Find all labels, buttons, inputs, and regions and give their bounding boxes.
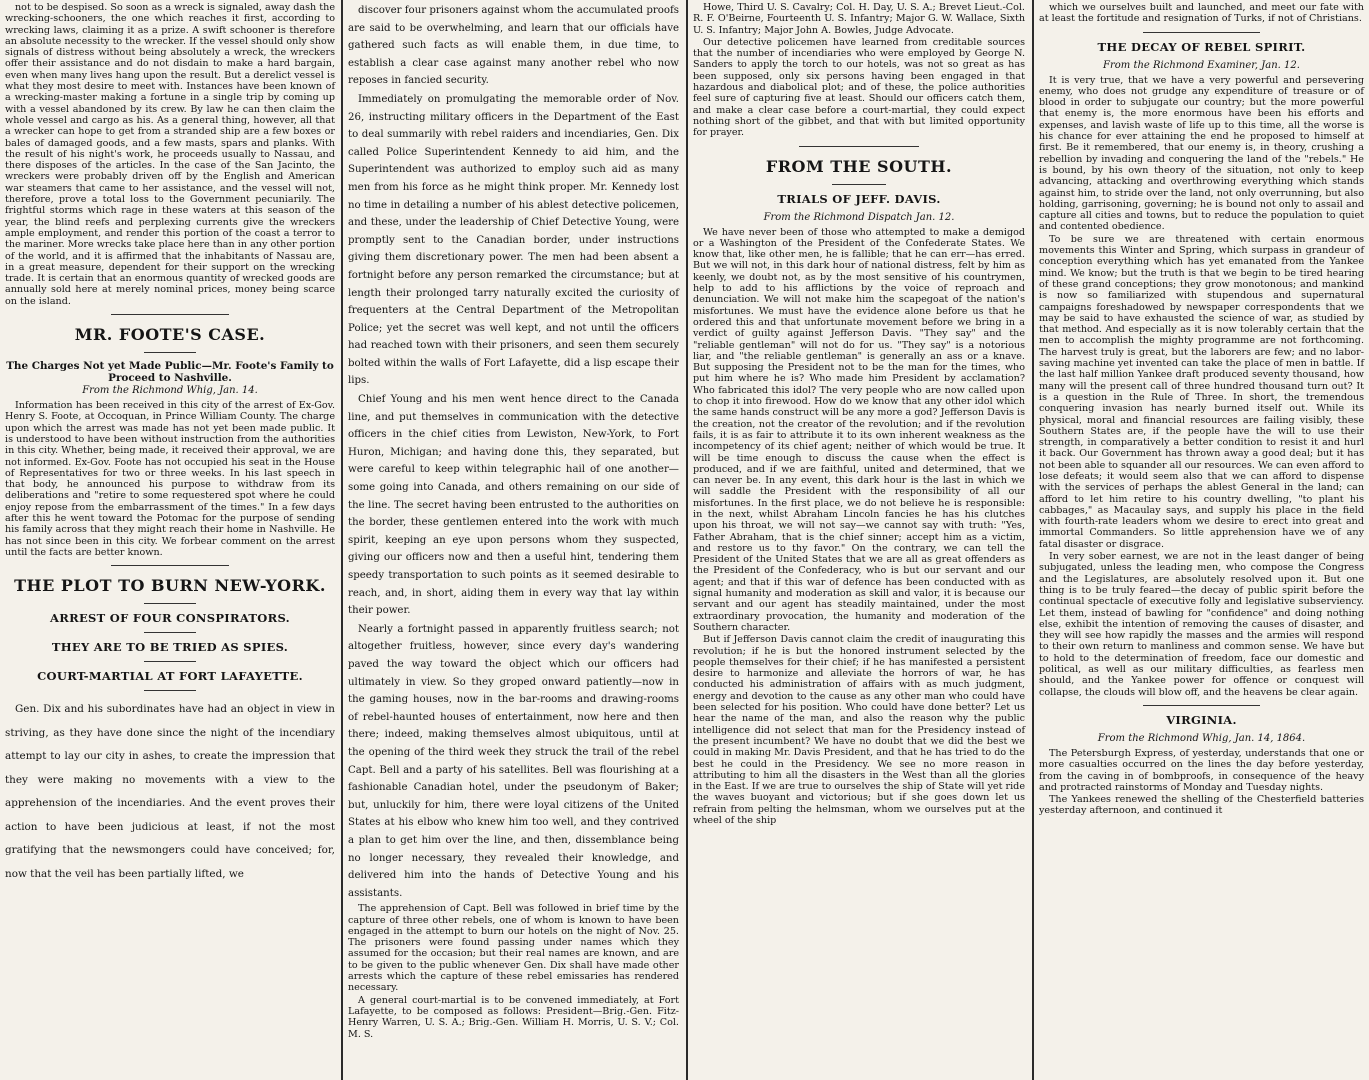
article-paragraph: which we ourselves built and launched, and meet our fate with at least the fortitude and resignation of Turks, if not of Christians. xyxy=(1039,2,1364,25)
divider xyxy=(144,690,197,691)
article-paragraph: Chief Young and his men went hence direct to the Canada line, and put themselves in communication with the detective officers in the chief cities from Lewiston, New-York, to Fort Huron, Michigan; and having done this, they separated, but were careful to keep within telegraphic hail of one another—some going into Canada, and others remaining on our side of the line. The secret having been entrusted to the authorities on the border, these gentlemen entered into the work with much spirit, keeping an eye upon persons whom they suspected, giving our officers now and then a useful hint, tendering them speedy transportation to such points as it seemed desirable to reach, and, in short, aiding them in every way that lay within their power. xyxy=(348,394,679,617)
court-martial-subheadline: COURT-MARTIAL AT FORT LAFAYETTE. xyxy=(37,669,303,684)
divider xyxy=(111,565,230,566)
article-paragraph: But if Jefferson Davis cannot claim the credit of inaugurating this revolution; if he is but the honored instrument selected by the people themselves for their chief; if he has manifested a persistent desire to harmonize and alleviate the horrors of war, he has conducted his administration of affairs with as much judgment, energy and devotion to the cause as any other man who could have been selected for his position. Who could have done better? Let us hear the name of the man, and also the reason why the public intelligence did not select that man for the Presidency instead of the present incumbent? We have no doubt that we did the best we could in making Mr. Davis President, and that he has tried to do the best he could in the Presidency. We see no more reason in attributing to him all the disasters in the West than all the glories in the East. If we are true to ourselves the ship of State will yet ride the waves buoyant and victorious; but if she goes down let us refrain from pelting the helmsman, whom we ourselves put at the wheel of the ship xyxy=(693,634,1025,826)
article-paragraph: discover four prisoners against whom the accumulated proofs are said to be overwhelming, and learn that our officials have gathered such facts as will enable them, in due time, to establish a clear case against many another rebel who now reposes in fancied security. xyxy=(348,5,679,87)
foote-paragraph: Information has been received in this city of the arrest of Ex-Gov. Henry S. Foote, at Occoquan, in Prince William County. The charge upon which the arrest was made has not yet been made public. It is understood to have been without instruction from the authorities in this city. Whether, being made, it received their approval, we are not informed. Ex-Gov. Foote has not occupied his seat in the House of Representatives for two or three weeks. In his last speech in that body, he announced his purpose to withdraw from its deliberations and "retire to some requestered spot where he could enjoy repose from the embarrassment of the times." In a few days after this he went toward the Potomac for the purpose of sending his family across that they might reach their home in Nashville. He has not since been in this city. We forbear comment on the arrest until the facts are better known. xyxy=(5,400,335,558)
divider xyxy=(144,603,197,604)
divider xyxy=(144,661,197,662)
trials-subheadline: TRIALS OF JEFF. DAVIS. xyxy=(777,191,941,206)
article-paragraph: We have never been of those who attempted to make a demigod or a Washington of the President of the Confederate States. We know that, like other men, he is fallible; that he can err—has erred. But we will not, in this dark hour of national distress, felt by him as keenly, we doubt not, as by the most sensitive of his countrymen, help to add to his afflictions by the voice of reproach and denunciation. We will not make him the scapegoat of the nation's misfortunes. We must have the evidence alone before us that he ordered this and that unfortunate movement before we bring in a verdict of guilty against Jefferson Davis. "They say" and the "reliable gentleman" will not do for us. "They say" is a notorious liar, and "the reliable gentleman" is generally an ass or a knave. But supposing the President not to be the man for the times, who put him where he is? Who made him President by acclamation? Who fabricated this idol? The very people who are now called upon to chop it into firewood. How do we know that any other idol which the same hands construct will be any more a god? Jefferson Davis is the creation, not the creator of the revolution; and if the revolution fails, it is as fair to attribute it to its own inherent weakness as the incompetency of its chief agent; neither of which would be true. It will be time enough to discuss the cause when the effect is produced, and if we are faithful, united and determined, that we can never be. In any event, this dark hour is the last in which we will saddle the President with the responsibility of all our misfortunes. In the first place, we do not believe he is responsible: in the next, whilst Abraham Lincoln fancies he has his clutches upon his throat, we will not say—we cannot say with truth: "Yes, Father Abraham, that is the chief sinner; accept him as a victim, and restore us to thy favor." On the contrary, we can tell the President of the United States that we are all as great offenders as the President of the Confederacy, who is but our servant and our agent; and that if this war of defence has been conducted with as signal humanity and moderation as skill and valor, it is because our servant and our agent has steadily maintained, under the most extraordinary provocation, the humanity and moderation of the Southern character. xyxy=(693,226,1025,633)
column-rule xyxy=(341,0,343,1080)
wrecking-paragraph: not to be despised. So soon as a wreck is signaled, away dash the wrecking-schooners, the one which reaches it first, according to wrecking laws, claiming it as a prize. A swift schooner is therefore an absolute necessity to the wrecker. If the vessel should only show signals of distress without being absolutely a wreck, the wreckers offer their assistance and do not disdain to make a hard bargain, even when many lives hang upon the result. But a derelict vessel is what they most desire to meet with. Instances have been known of a wrecking-master making a fortune in a single trip by coming up with a vessel abandoned by its crew. By law he can then claim the whole vessel and cargo as his. As a general thing, however, all that a wrecker can hope to get from a stranded ship are a few boxes or bales of damaged goods, and a few masts, spars and planks. With the result of his night's work, he proceeds usually to Nassau, and there disposes of the articles. In the case of the San Jacinto, the wreckers were probably driven off by the English and American war steamers that came to her assistance, and the vessel will not, therefore, prove a total loss to the Government pecuniarily. The frightful storms which rage in these waters at this season of the year, the blind reefs and perplexing currents give the wreckers ample employment, and render this portion of the coast a terror to the mariner. More wrecks take place here than in any other portion of the world, and it is affirmed that the inhabitants of Nassau are, in a great measure, dependent for their support on the wrecking trade. It is certain that an enormous quantity of wrecked goods are annually sold here at merely nominal prices, money being scarce on the island. xyxy=(5,2,335,307)
article-paragraph: The Petersburgh Express, of yesterday, understands that one or more casualties occurred on the lines the day before yesterday, from the caving in of bombproofs, in consequence of the heavy and protracted rainstorms of Monday and Tuesday nights. xyxy=(1039,747,1364,793)
column-1 xyxy=(2,2,338,1078)
dix-paragraph: Gen. Dix and his subordinates have had an object in view in striving, as they have done since the night of the incendiary attempt to lay our city in ashes, to create the impression that they were making no movements with a view to the apprehension of the incendiaries. And the event proves their action to have been judicious at least, if not the most gratifying that the newsmongers could have conceived; for, now that the veil has been partially lifted, we xyxy=(5,703,335,880)
column-4 xyxy=(1036,2,1367,1078)
plot-headline: THE PLOT TO BURN NEW-YORK. xyxy=(14,576,326,596)
article-paragraph: Our detective policemen have learned from creditable sources that the number of incendiaries who were employed by George N. Sanders to apply the torch to our hotels, was not so great as has been supposed, only six persons having been engaged in that hazardous and diabolical plot; and of these, the police authorities feel sure of capturing five at least. Should our officers catch them, and make a clear case before a court-martial, they could expect nothing short of the gibbet, and that with but limited opportunity for prayer. xyxy=(693,36,1025,139)
article-paragraph: The apprehension of Capt. Bell was followed in brief time by the capture of three other rebels, one of whom is known to have been engaged in the attempt to burn our hotels on the night of Nov. 25. The prisoners were found passing under names which they assumed for the occasion; but their real names are known, and are to be given to the public whenever Gen. Dix shall have made other arrests which the capture of these rebel emissaries has rendered necessary. xyxy=(348,903,679,994)
spies-subheadline: THEY ARE TO BE TRIED AS SPIES. xyxy=(51,640,289,655)
divider xyxy=(144,352,197,353)
article-paragraph: The Yankees renewed the shelling of the Chesterfield batteries yesterday afternoon, and continued it xyxy=(1039,794,1364,817)
foote-source-line: From the Richmond Whig, Jan. 14. xyxy=(82,385,258,397)
article-paragraph: In very sober earnest, we are not in the least danger of being subjugated, unless the leading men, who compose the Congress and the Legislatures, are absolutely resolved upon it. But one thing is to be truly feared—the decay of public spirit before the continual spectacle of executive folly and legislative subserviency. Let them, instead of bawling for "confidence" and doing nothing else, exhibit the intention of removing the causes of disaster, and they will see how rapidly the masses and the armies will respond to their own return to manliness and common sense. We have but to hold to the determination of freedom, face our domestic and political, as well as our military difficulties, as fearless men should, and the Yankee power for offence or conquest will collapse, the clouds will blow off, and the heavens be clear again. xyxy=(1039,551,1364,698)
virginia-headline: VIRGINIA. xyxy=(1166,712,1237,727)
divider xyxy=(1143,705,1260,706)
column-rule xyxy=(1032,0,1034,1080)
article-paragraph: Immediately on promulgating the memorable order of Nov. 26, instructing military officers in the Department of the East to deal summarily with rebel raiders and incendiaries, Gen. Dix called Police Superintendent Kennedy to aid him, and the Superintendent was authorized to employ such aid as many men from his force as he might think proper. Mr. Kennedy lost no time in detailing a number of his ablest detective policemen, and these, under the leadership of Chief Detective Young, were promptly sent to the Canadian border, under instructions giving them discretionary power. The men had been absent a fortnight before any person remarked the circumstance; but at length their prolonged tarry naturally excited the curiosity of frequenters at the Central Department of the Metropolitan Police; yet the secret was well kept, and not until the officers had reached town with their prisoners, and seen them securely bolted within the walls of Fort Lafayette, did a lisp escape their lips. xyxy=(348,93,679,387)
divider xyxy=(832,184,885,185)
divider xyxy=(1143,32,1260,33)
foote-case-headline: MR. FOOTE'S CASE. xyxy=(74,325,266,345)
article-paragraph: To be sure we are threatened with certain enormous movements this Winter and Spring, which surpass in grandeur of conception everything which has yet emanated from the Yankee mind. We know; but the truth is that we begin to be tired hearing of these grand conceptions; they grow monotonous; and mankind is now so familiarized with stupendous and supernatural campaigns foreshadowed by newspaper correspondents that we may be said to have exhausted the science of war, as studied by that method. And especially as it is now tolerably certain that the men to accomplish the mighty programme are not forthcoming. The harvest truly is great, but the laborers are few; and no labor-saving machine yet invented can take the place of men in battle. If the last half million Yankee draft produced seventy thousand, how many will the present call of three hundred thousand turn out? It is a question in the Rule of Three. In short, the tremendous conquering invasion has nearly burned itself out. While its physical, moral and financial resources are failing visibly, these Southern States are, if the people have the will to use their strength, in comparatively a better condition to resist it and hurl it back. Our Government has thrown away a good deal; but it has not been able to squander all our resources. We can even afford to lose defeats; it would seem also that we can afford to dispense with the services of perhaps the ablest General in the land; can afford to let him retire to his country dwelling, "to plant his cabbages," as Macaulay says, and supply his place in the field with fourth-rate leaders whom we desire to erect into great and immortal Commanders. So little apprehension have we of any fatal disaster or disgrace. xyxy=(1039,233,1364,550)
divider xyxy=(799,146,919,147)
column-2 xyxy=(345,2,682,1078)
article-paragraph: A general court-martial is to be convened immediately, at Fort Lafayette, to be composed as follows: President—Brig.-Gen. Fitz-Henry Warren, U. S. A.; Brig.-Gen. William H. Morris, U. S. V.; Col. M. S. xyxy=(348,994,679,1040)
article-paragraph: Nearly a fortnight passed in apparently fruitless search; not altogether fruitless, however, since every day's wandering paved the way toward the object which our officers had ultimately in view. So they groped onward patiently—now in the gaming houses, now in the bar-rooms and drawing-rooms of rebel-haunted houses of entertainment, now here and then there; indeed, making themselves almost ubiquitous, until at the opening of the third week they struck the trail of the rebel Capt. Bell and a party of his satellites. Bell was flourishing at a fashionable Canadian hotel, under the pseudonym of Baker; but, unluckily for him, there were loyal citizens of the United States at his elbow who knew him too well, and they contrived a plan to get him over the line, and then, dissemblance being no longer necessary, they revealed their knowledge, and delivered him into the hands of Detective Young and his assistants. xyxy=(348,623,679,899)
column-rule xyxy=(686,0,688,1080)
column-3 xyxy=(690,2,1028,1078)
from-the-south-headline: FROM THE SOUTH. xyxy=(765,156,953,176)
article-paragraph: Howe, Third U. S. Cavalry; Col. H. Day, U. S. A.; Brevet Lieut.-Col. R. F. O'Beirne, Fourteenth U. S. Infantry; Major G. W. Wallace, Sixth U. S. Infantry; Major John A. Bowles, Judge Advocate. xyxy=(693,2,1025,36)
decay-source-line: From the Richmond Examiner, Jan. 12. xyxy=(1103,59,1300,71)
article-paragraph: It is very true, that we have a very powerful and persevering enemy, who does not grudge any expenditure of treasure or of blood in order to subjugate our country; but the more powerful that enemy is, the more enormous have been his efforts and expenses, and lavish waste of life up to this time, all the worse is his chance for ever attaining the end he proposed to himself at first. Be it remembered, that our enemy is, in theory, crushing a rebellion by invading and conquering the land of the "rebels." He is bound, by his own theory of the situation, not only to keep advancing, attacking and overthrowing everything which stands against him, to stride over the land, not only overrunning, but also holding, garrisoning, governing; he is bound not only to assail and capture all cities and towns, but to reduce the population to quiet and contented obedience. xyxy=(1039,74,1364,233)
divider xyxy=(144,632,197,633)
arrest-subheadline: ARREST OF FOUR CONSPIRATORS. xyxy=(50,611,290,626)
divider xyxy=(111,314,230,315)
trials-source-line: From the Richmond Dispatch Jan. 12. xyxy=(763,211,955,223)
virginia-source-line: From the Richmond Whig, Jan. 14, 1864. xyxy=(1097,732,1306,744)
decay-headline: THE DECAY OF REBEL SPIRIT. xyxy=(1097,39,1306,54)
foote-subheadline: The Charges Not yet Made Public—Mr. Foote's Family to Proceed to Nashville. xyxy=(6,360,334,385)
